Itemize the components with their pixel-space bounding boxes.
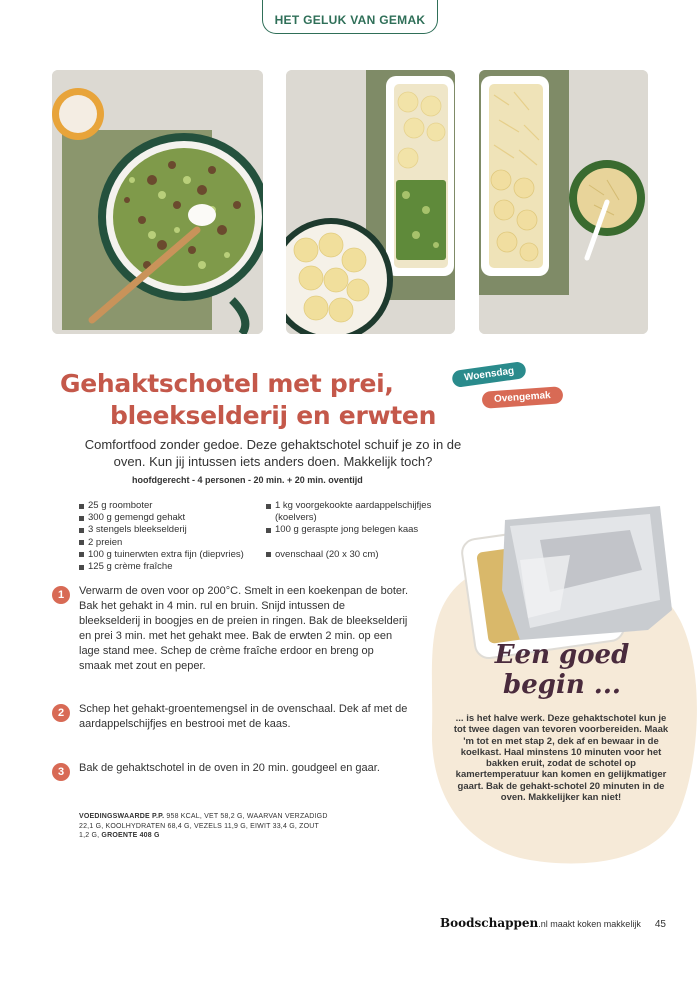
- tip-heading-line2: begin ...: [503, 670, 621, 700]
- ingredient-item: 2 preien: [79, 537, 279, 549]
- step-text: Verwarm de oven voor op 200°C. Smelt in een koekenpan de boter. Bak het gehakt in 4 min. rul en bruin. Snijd intussen de bleekselderij in boogjes en de preien in ringen. Bak de bleekselderij en prei 3 min. met het gehakt mee. Bak de erwten 2 min. op een lage stand mee. Schep de crème fraîche erdoor en breng op smaak met zout en peper.: [79, 585, 409, 672]
- photo-pan-mince: [52, 70, 263, 334]
- recipe-meta: hoofdgerecht - 4 personen - 20 min. + 20 min. oventijd: [132, 475, 363, 485]
- ingredient-item: 3 stengels bleekselderij: [79, 524, 279, 536]
- recipe-title-line1: Gehaktschotel met prei,: [60, 369, 394, 398]
- tag-day: Woensdag: [451, 361, 527, 388]
- brand-logo: Boodschappen: [440, 916, 539, 930]
- ingredient-item: 1 kg voorgekookte aardappelschijfjes: [266, 500, 466, 512]
- brand-suffix: .nl: [538, 919, 548, 929]
- section-tab: HET GELUK VAN GEMAK: [262, 0, 438, 34]
- nutrition-label: VOEDINGSWAARDE P.P.: [79, 813, 165, 820]
- tag-type: Ovengemak: [482, 386, 564, 409]
- page-number: 45: [654, 919, 666, 930]
- nutrition-text: 958 KCAL, VET 58,2 G, WAARVAN VERZADIGD 22,1 G, KOOLHYDRATEN 68,4 G, VEZELS 11,9 G, EIWIT 33,4 G, ZOUT 1,2 G,: [79, 813, 328, 839]
- photo-dish-cheese: [479, 70, 648, 334]
- tip-heading: [462, 640, 662, 700]
- tip-body: ... is het halve werk. Deze gehaktschotel kun je tot twee dagen van tevoren voorbereiden. Maak 'm tot en met stap 2, dek af en bewaar in de koelkast. Haal minstens 10 minuten voor het bakken eruit, zodat de schotel op kamertemperatuur kan komen en gelijkmatiger gaart. Bak de gehakt-schotel 20 minuten in de oven. Makkelijker kan niet!: [453, 713, 669, 804]
- step-number: 1: [52, 586, 70, 604]
- ingredient-item-cont: (koelvers): [275, 512, 317, 524]
- step-number: 3: [52, 763, 70, 781]
- recipe-intro: Comfortfood zonder gedoe. Deze gehaktschotel schuif je zo in de oven. Kun jij intussen iets anders doen. Makkelijk toch?: [84, 437, 462, 469]
- tip-heading-line1: Een goed: [494, 640, 630, 670]
- page-footer: [440, 916, 666, 930]
- ingredient-list-1: [79, 500, 279, 573]
- ingredient-item: 100 g geraspte jong belegen kaas: [266, 524, 466, 536]
- step-number: 2: [52, 704, 70, 722]
- nutrition-info: [79, 812, 329, 841]
- step-text: Schep het gehakt-groentemengsel in de ovenschaal. Dek af met de aardappelschijfjes en bestrooi met de kaas.: [79, 703, 408, 730]
- ingredient-item: 25 g roomboter: [79, 500, 279, 512]
- recipe-title-line2: bleekselderij en erwten: [110, 401, 437, 430]
- ingredient-item: 100 g tuinerwten extra fijn (diepvries): [79, 549, 279, 561]
- footer-slogan: maakt koken makkelijk: [550, 919, 641, 929]
- ingredient-item: ovenschaal (20 x 30 cm): [266, 549, 466, 561]
- recipe-title: [60, 368, 480, 432]
- ingredient-item: 125 g crème fraîche: [79, 561, 279, 573]
- ingredient-item: 300 g gemengd gehakt: [79, 512, 279, 524]
- step-text: Bak de gehaktschotel in de oven in 20 min. goudgeel en gaar.: [79, 762, 380, 774]
- nutrition-vegetables: GROENTE 408 G: [101, 832, 160, 839]
- photo-dish-potatoes: [286, 70, 455, 334]
